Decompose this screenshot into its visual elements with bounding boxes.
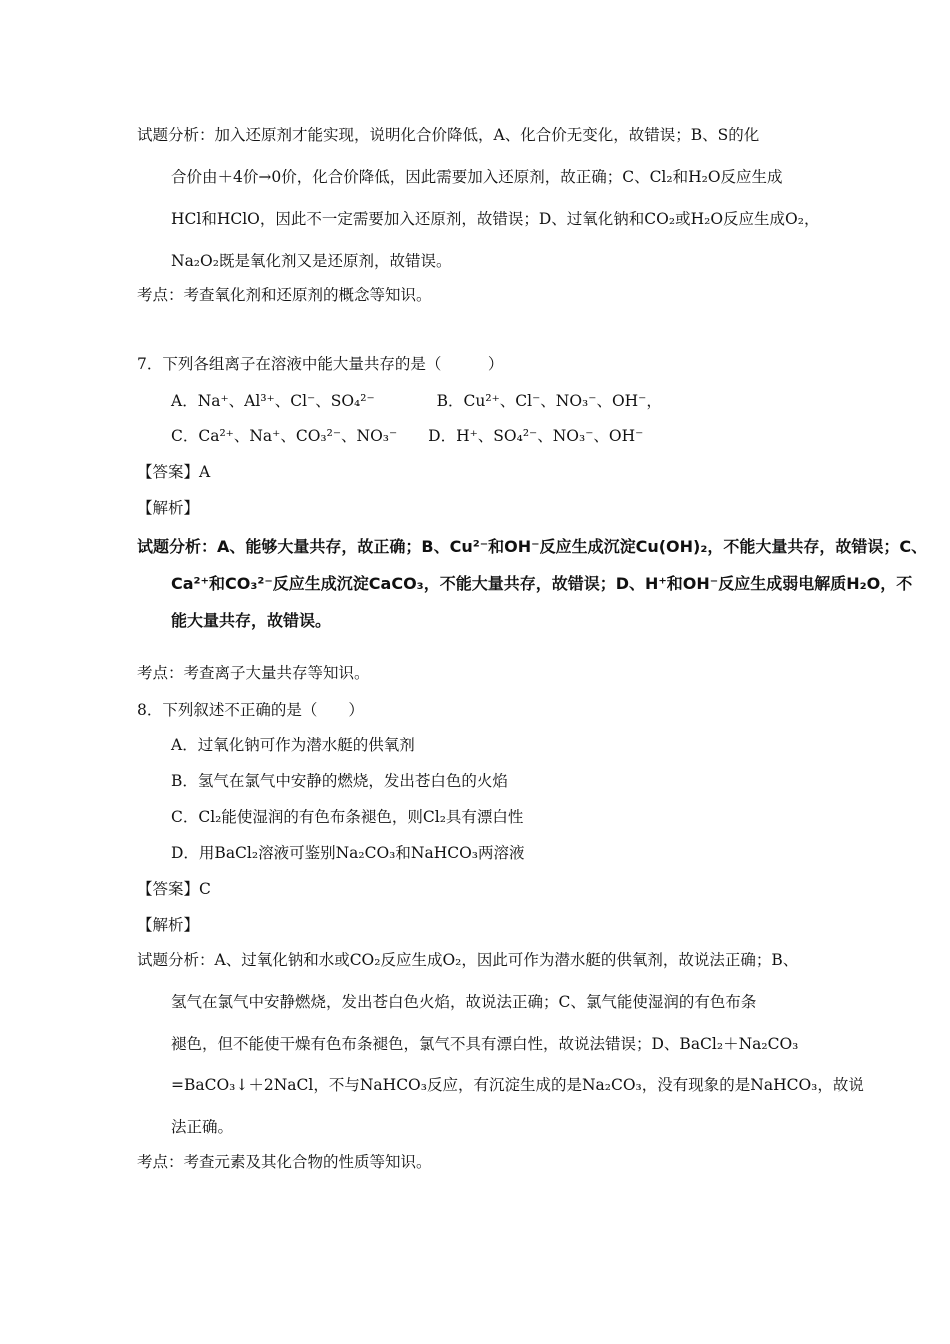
q8-analysis-line-5: 法正确。 [171,1118,234,1136]
q7-answer: 【答案】A [137,463,211,481]
q8-kaodian: 考点：考查元素及其化合物的性质等知识。 [137,1153,432,1171]
q8-analysis-line-2: 氢气在氯气中安静燃烧，发出苍白色火焰，故说法正确；C、氯气能使湿润的有色布条 [171,993,757,1011]
q8-option-c: C．Cl₂能使湿润的有色布条褪色，则Cl₂具有漂白性 [171,808,524,826]
q8-analysis-line-4: =BaCO₃↓＋2NaCl，不与NaHCO₃反应，有沉淀生成的是Na₂CO₃，没有现象的是NaHCO₃，故说 [171,1076,864,1094]
q8-option-b: B．氢气在氯气中安静的燃烧，发出苍白色的火焰 [171,772,508,790]
q6-kaodian: 考点：考查氧化剂和还原剂的概念等知识。 [137,286,432,304]
q6-analysis-line-1: 试题分析：加入还原剂才能实现，说明化合价降低，A、化合价无变化，故错误；B、S的化 [137,126,760,144]
q6-analysis-line-3: HCl和HClO，因此不一定需要加入还原剂，故错误；D、过氧化钠和CO₂或H₂O反应生成O₂， [171,210,820,228]
q7-kaodian: 考点：考查离子大量共存等知识。 [137,664,370,682]
q6-analysis-line-4: Na₂O₂既是氧化剂又是还原剂，故错误。 [171,252,452,270]
q8-jiexi-heading: 【解析】 [137,916,200,934]
q7-options-ab: A．Na⁺、Al³⁺、Cl⁻、SO₄²⁻ B．Cu²⁺、Cl⁻、NO₃⁻、OH⁻， [171,392,662,410]
q6-analysis-line-2: 合价由＋4价→0价，化合价降低，因此需要加入还原剂，故正确；C、Cl₂和H₂O反应生成 [171,168,783,186]
q7-analysis-line-3: 能大量共存，故错误。 [171,611,332,630]
q8-stem: 8．下列叙述不正确的是（ ） [137,701,364,719]
q8-option-a: A．过氧化钠可作为潜水艇的供氧剂 [171,736,415,754]
q8-analysis-line-3: 褪色，但不能使干燥有色布条褪色，氯气不具有漂白性，故说法错误；D、BaCl₂＋Na₂CO₃ [171,1035,799,1053]
q7-jiexi-heading: 【解析】 [137,499,200,517]
q7-analysis-line-1: 试题分析：A、能够大量共存，故正确；B、Cu²⁻和OH⁻反应生成沉淀Cu(OH)₂，不能大量共存，故错误；C、 [137,537,928,556]
q8-answer: 【答案】C [137,880,211,898]
q7-analysis-line-2: Ca²⁺和CO₃²⁻反应生成沉淀CaCO₃，不能大量共存，故错误；D、H⁺和OH⁻反应生成弱电解质H₂O，不 [171,574,913,593]
q8-option-d: D．用BaCl₂溶液可鉴别Na₂CO₃和NaHCO₃两溶液 [171,844,525,862]
q7-options-cd: C．Ca²⁺、Na⁺、CO₃²⁻、NO₃⁻ D．H⁺、SO₄²⁻、NO₃⁻、OH⁻ [171,427,644,445]
q7-stem: 7．下列各组离子在溶液中能大量共存的是（ ） [137,355,504,373]
q8-analysis-line-1: 试题分析：A、过氧化钠和水或CO₂反应生成O₂，因此可作为潜水艇的供氧剂，故说法正确；B、 [137,951,799,969]
